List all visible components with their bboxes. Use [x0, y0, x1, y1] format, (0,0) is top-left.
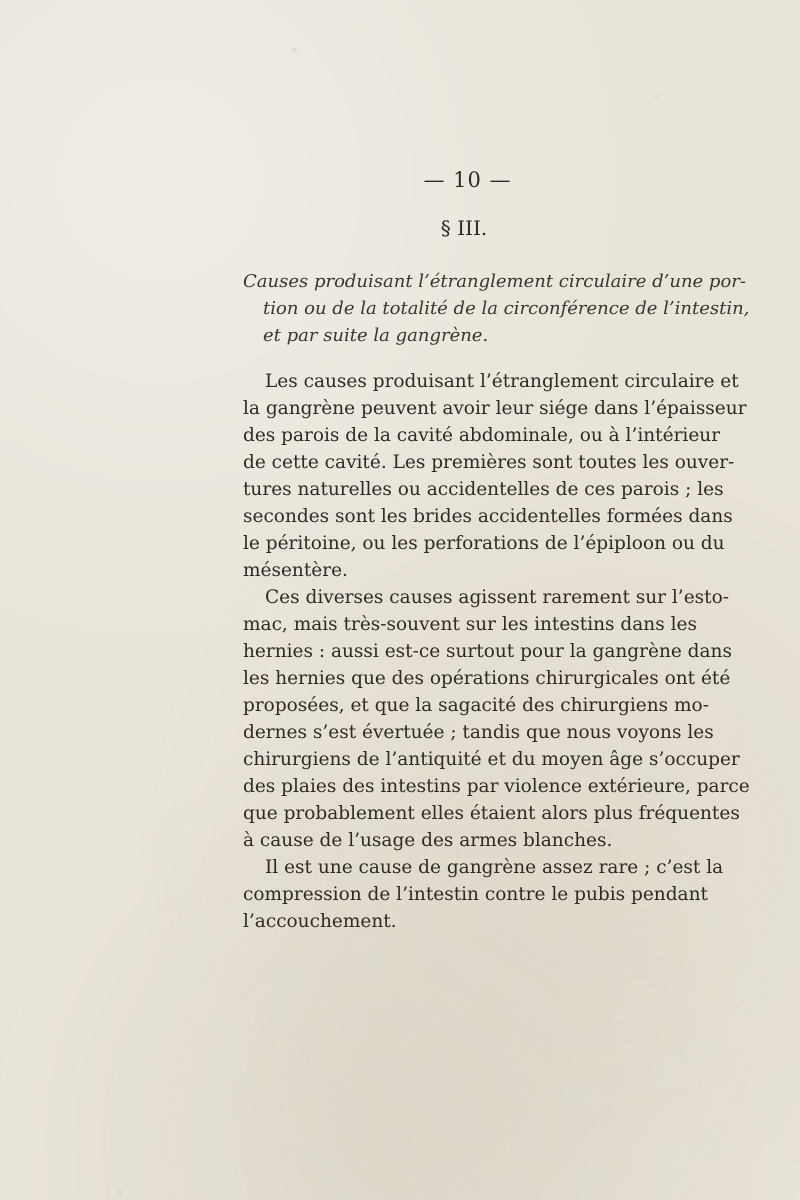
paragraph-line: mésentère.: [243, 560, 348, 581]
paragraph-line: à cause de l’usage des armes blanches.: [243, 830, 613, 851]
paragraph-line: les hernies que des opérations chirurgicales ont été: [243, 668, 731, 689]
paragraph-line: Il est une cause de gangrène assez rare ; c’est la: [265, 857, 724, 878]
paragraph-line: Les causes produisant l’étranglement circulaire et: [265, 371, 739, 392]
page-number: — 10 —: [423, 168, 512, 192]
paragraph-line: secondes sont les brides accidentelles formées dans: [243, 506, 733, 527]
section-caption: [243, 268, 750, 349]
body-text: [243, 368, 750, 935]
paragraph-line: Ces diverses causes agissent rarement sur l’esto-: [265, 587, 729, 608]
paragraph-line: dernes s’est évertuée ; tandis que nous voyons les: [243, 722, 714, 743]
caption-line: Causes produisant l’étranglement circulaire d’une por-: [243, 271, 746, 292]
paragraph-line: mac, mais très-souvent sur les intestins dans les: [243, 614, 697, 635]
paragraph-line: la gangrène peuvent avoir leur siége dans l’épaisseur: [243, 398, 747, 419]
paper-speck: [655, 95, 658, 98]
paragraph-line: que probablement elles étaient alors plus fréquentes: [243, 803, 740, 824]
paper-speck: [118, 1190, 122, 1194]
section-heading: § III.: [440, 216, 488, 240]
paragraph-line: des plaies des intestins par violence extérieure, parce: [243, 776, 750, 797]
paragraph-line: le péritoine, ou les perforations de l’épiploon ou du: [243, 533, 725, 554]
caption-line: tion ou de la totalité de la circonférence de l’intestin,: [263, 298, 750, 319]
paragraph-line: compression de l’intestin contre le pubis pendant: [243, 884, 708, 905]
paragraph-line: de cette cavité. Les premières sont toutes les ouver-: [243, 452, 735, 473]
caption-line: et par suite la gangrène.: [263, 325, 489, 346]
paragraph-line: hernies : aussi est-ce surtout pour la gangrène dans: [243, 641, 732, 662]
paragraph-line: l’accouchement.: [243, 911, 397, 932]
paragraph-line: proposées, et que la sagacité des chirurgiens mo-: [243, 695, 709, 716]
paper-speck: [292, 48, 297, 53]
paragraph-line: des parois de la cavité abdominale, ou à l’intérieur: [243, 425, 721, 446]
paragraph-line: tures naturelles ou accidentelles de ces parois ; les: [243, 479, 724, 500]
paragraph-line: chirurgiens de l’antiquité et du moyen âge s’occuper: [243, 749, 740, 770]
